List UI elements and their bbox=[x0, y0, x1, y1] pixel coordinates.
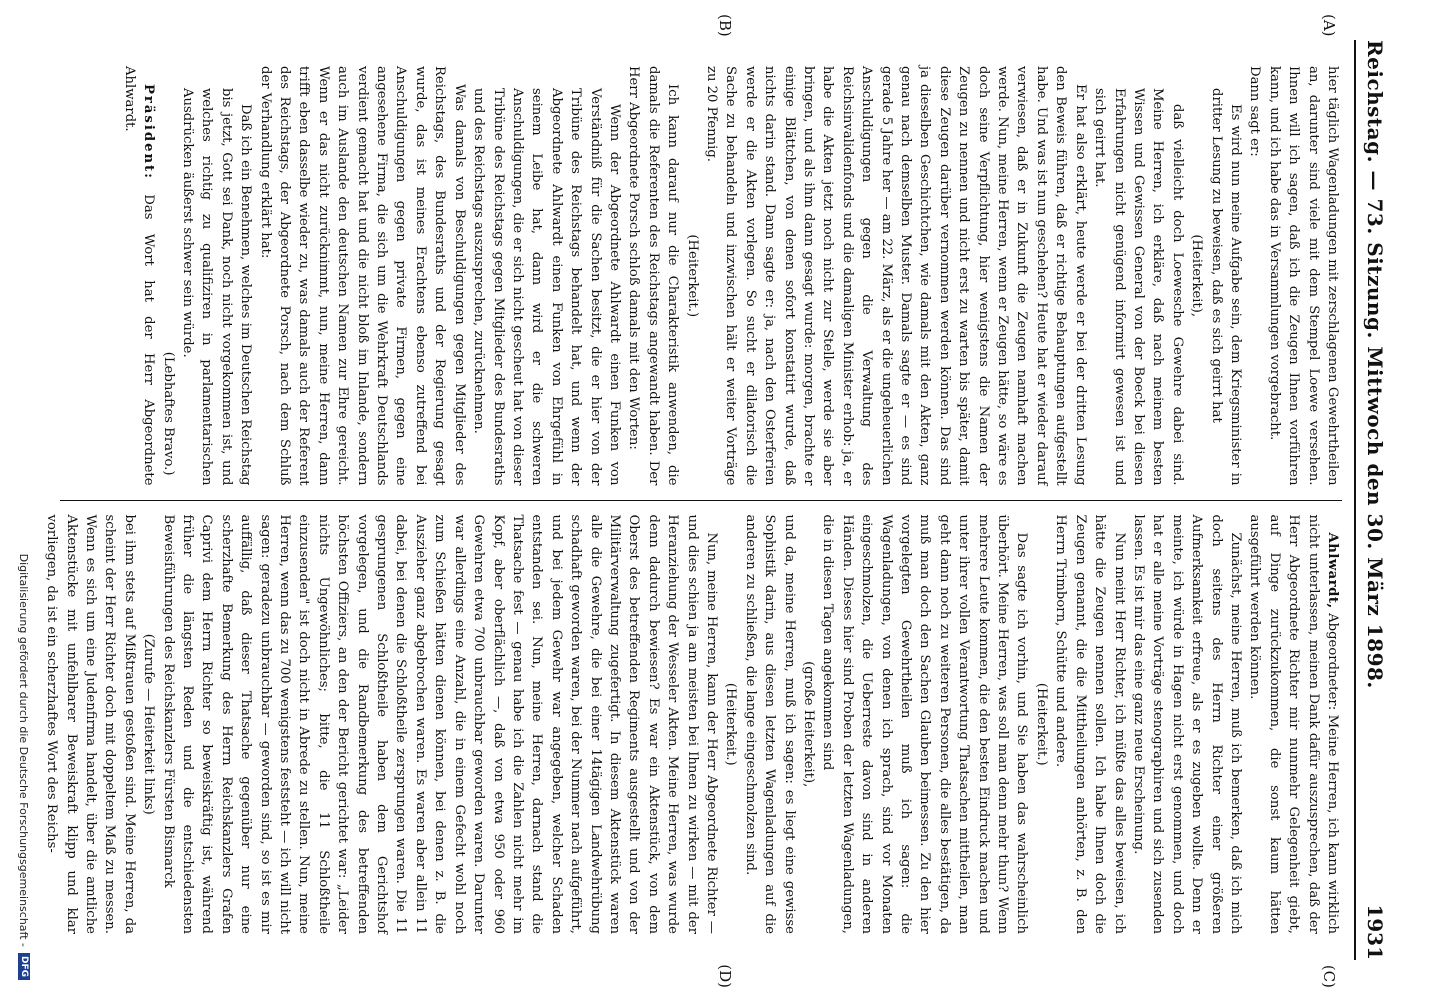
paragraph: und da, meine Herren, muß ich sagen: es liegt eine gewisse Sophistik darin, aus diesen letzten Wagenladungen auf die anderen zu schließen, die lange eingeschmolzen sind. bbox=[742, 514, 797, 934]
interjection: (große Heiterkeit), bbox=[801, 661, 817, 788]
quote: Es wird nun meine Aufgabe sein, dem Kriegsminister in dritter Lesung zu beweisen, daß es sich geirrt hat bbox=[1208, 88, 1243, 486]
quote: daß vielleicht doch Loewesche Gewehre dabei sind. Meine Herren, ich erkläre, daß nach meinem besten Wissen und Gewissen General von der Boeck bei diesen Erfahrungen nicht genügend informirt gewesen ist und sich geirrt hat. bbox=[1092, 88, 1185, 486]
speaker-name: Ahlwardt, bbox=[1325, 532, 1340, 609]
speaker-name: Präsident: bbox=[141, 84, 157, 181]
margin-marker-d: (D) bbox=[716, 964, 734, 988]
dfg-logo: DFG bbox=[18, 953, 30, 980]
digitization-note bbox=[14, 0, 34, 1000]
interjection: (Heiterkeit), bbox=[1189, 234, 1205, 318]
margin-marker-c: (C) bbox=[1320, 964, 1338, 988]
right-column bbox=[44, 501, 1342, 949]
speech-text: Abgeordneter: Meine Herren, ich kann wirklich nicht unterlassen, meinen Dank dafür auszusprechen, daß der Herr Abgeordnete Richter mir nunmehr Gelegenheit giebt, auf Dinge zurückzukommen, die sonst kaum hätten ausgeführt werden können. bbox=[1247, 514, 1340, 934]
page-title: Reichstag. — 73. Sitzung. Mittwoch den 30. März 1898. bbox=[1363, 40, 1387, 689]
speech-text: Das Wort hat der Herr Abgeordnete Ahlwardt. bbox=[121, 66, 157, 486]
paragraph: Nun, meine Herren, kann der Herr Abgeordnete Richter — und dies schien ja am meisten bei Ihnen zu wirken — mit der Heranziehung der Wesseler Akten. Meine Herren, was wurde denn dadurch bewiesen? Es war ein Aktenstück, von dem Oberst des betreffenden Regiments ausgestellt und von der Militärverwaltung zugefertigt. In diesem Aktenstück waren alle die Gewehre, die bei einer 14tägigen Landwehrübung schadhaft geworden waren, bei der Nummer nach aufgeführt, und bei jedem Gewehr war angegeben, welcher Schaden entstanden sei. Nun, meine Herren, darnach stand die Thatsache fest — genau habe ich die Zahlen nicht mehr im Kopf, aber oberflächlich —, daß von etwa 950 oder 960 Gewehren etwa 700 unbrauchbar geworden waren. Darunter war allerdings eine Anzahl, die in einem Gefecht wohl noch zum Schießen hätten dienen können, bei denen z. B. die Auszieher ganz abgebrochen waren. Es waren aber allein 11 dabei, bei denen die Schloßtheile zersprungen waren. Die 11 gesprungenen Schloßtheile haben dem Gerichtshof vorgelegen, und die Randbemerkung des betreffenden höchsten Offiziers, an den der Bericht gerichtet war: „Leider nichts Ungewöhnliches; bitte, die 11 Schloßtheile einzusenden" ist doch nicht in Abrede zu stellen. Nun, meine Herren, wenn das zu 700 wenigstens feststeht — ich will nicht sagen: geradezu unbrauchbar — geworden sind, so ist es mir auffällig, daß dieser Thatsache gegenüber nur eine scherzhafte Bemerkung des Herrn Reichskanzlers Grafen Caprivi dem Herrn Richter so beweiskräftig ist, während früher die längsten Reden und die entschiedensten Beweisführungen des Reichskanzlers Fürsten Bismarck bbox=[160, 514, 719, 934]
paragraph: hier täglich Wagenladungen mit zerschlagenen Gewehrtheilen an, darunter sind viele mit dem Stempel Loewe versehen. Ihnen will ich sagen, daß ich die Zeugen Ihnen vorführen kann, und ich habe das in Versammlungen vorgebracht. bbox=[1266, 66, 1340, 486]
text-columns bbox=[44, 52, 1342, 948]
paragraph: Nun meint Herr Richter, ich müßte das alles beweisen, ich hätte die Zeugen nennen sollen. Ich habe Ihnen doch die Zeugen genannt, die die Mittheilungen anhörten, z. B. den Herrn Trimborn, Schütte und andere. bbox=[1053, 514, 1127, 934]
paragraph: Dann sagt er: bbox=[1247, 66, 1263, 157]
speaker-paragraph bbox=[119, 66, 158, 486]
paragraph: Er hat also erklärt, heute werde er bei der dritten Lesung den Beweis führen, daß er richtige Behauptungen aufgestellt habe. Und was ist nun geschehen? Heute hat er wieder darauf verwiesen, daß er in Zukunft die Zeugen namhaft machen werde. Nun, meine Herren, wenn er Zeugen hätte, so wäre es doch seine Verpflichtung, hier wenigstens die Namen der Zeugen zu nennen und nicht erst zu warten bis später, damit diese Zeugen darüber vernommen werden können. Das sind ja dieselben Geschichtchen, wie damals mit den Akten, ganz genau nach demselben Muster. Damals sagte er — es sind gerade 5 Jahre her — am 22. März, als er die ungeheuerlichen Anschuldigungen gegen die Verwaltung des Reichsinvalidenfonds und die damaligen Minister erhob: ja, er habe die Akten jetzt noch nicht zur Stelle, werde sie aber bringen, und als ihm dann gesagt wurde: morgen, brachte er einige Blättchen, von denen sofort konstatirt wurde, daß nichts darin stand. Dann sagte er: ja, nach den Osterferien werde er die Akten vorlegen. So sucht er dilatorisch die Sache zu behandeln und inzwischen hält er weiter Vorträge zu 20 Pfennig. bbox=[704, 66, 1088, 486]
interjection: (Lebhaftes Bravo.) bbox=[160, 351, 176, 476]
paragraph: Zunächst, meine Herren, muß ich bemerken, daß ich mich doch seitens des Herrn Richter einer größeren Aufmerksamkeit erfreue, als er es zugeben wollte. Denn er meinte, ich würde in Hagen nicht erst genommen, und doch hat er alle meine Vorträge stenographiren und sich zusenden lassen. Es ist mir das eine ganz neue Erscheinung. bbox=[1130, 514, 1243, 934]
interjection: (Heiterkeit.) bbox=[1033, 682, 1049, 766]
interjection: (Heiterkeit.) bbox=[684, 234, 700, 318]
speaker-paragraph bbox=[1245, 515, 1342, 935]
paragraph: Was damals von Beschuldigungen gegen Mitglieder des Reichstags, des Bundesraths und der Regierung gesagt wurde, das ist meines Erachtens ebenso zutreffend bei Anschuldigungen gegen private Firmen, gegen eine angesehene Firma, die sich um die Wehrkraft Deutschlands verdient gemacht hat und die nicht bloß im Inlande, sondern auch im Auslande den deutschen Namen zur Ehre gereicht. Wenn er das nicht zurücknimmt, nun, meine Herren, dann trifft eben dasselbe wieder zu, was damals auch der Referent des Reichstags, der Abgeordnete Porsch, nach dem Schluß der Verhandlung erklärt hat: bbox=[257, 66, 467, 486]
quote: Wenn der Abgeordnete Ahlwardt einen Funken von Verständniß für die Sachen besitzt, die er hier von der Tribüne des Reichstags behandelt hat, und wenn der Abgeordnete Ahlwardt einen Funken von Ehrgefühl in seinem Leibe hat, dann wird er die schweren Anschuldigungen, die er sich nicht gescheut hat von dieser Tribüne des Reichstags gegen Mitglieder des Bundesraths und des Reichstags auszusprechen, zurücknehmen. bbox=[471, 88, 622, 486]
funding-note: Digitalisierung gefördert durch die Deutsche Forschungsgemeinschaft - bbox=[17, 553, 31, 947]
interjection: (Heiterkeit.) bbox=[723, 682, 739, 766]
left-column bbox=[60, 52, 1342, 501]
page-number: 1931 bbox=[1363, 904, 1387, 960]
margin-marker-a: (A) bbox=[1320, 14, 1338, 37]
quote: Daß ich ein Benehmen, welches im Deutschen Reichstag bis jetzt, Gott sei Dank, noch nicht vorgekommen ist, und welches richtig zu qualifiziren in parlamentarischen Ausdrücken äußerst schwer sein würde. bbox=[180, 88, 254, 486]
paragraph: Das sagte ich vorhin, und Sie haben das wahrscheinlich überhört. Meine Herren, was soll man denn mehr thun? Wenn mehrere Leute kommen, die den besten Eindruck machen und unter ihrer vollen Verantwortung Thatsachen mittheilen, man geht dann noch zu weiteren Personen, die alles bestätigen, da muß man doch den Sachen Glauben beimessen. Zu den hier vorgelegten Gewehrtheilen muß ich sagen: die Wagenladungen, von denen ich sprach, sind vor Monaten eingeschmolzen, die Ueberreste davon sind in anderen Händen. Dieses hier sind Proben der letzten Wagenladungen, die in diesen Tagen angekommen sind bbox=[820, 514, 1030, 934]
paragraph: Ich kann darauf nur die Charakteristik anwenden, die damals die Referenten des Reichstags angewandt haben. Der Herr Abgeordnete Porsch schloß damals mit den Worten: bbox=[626, 66, 681, 486]
page-header bbox=[1354, 40, 1394, 960]
interjection: (Zurufe — Heiterkeit links) bbox=[141, 633, 157, 815]
margin-marker-b: (B) bbox=[716, 14, 734, 37]
paragraph: bei ihm stets auf Mißtrauen gestoßen sind. Meine Herren, da scheint der Herr Richter doch mit doppeltem Maß zu messen. Wenn es sich um eine Judenfirma handelt, über die amtliche Aktenstücke mit unfehlbarer Beweiskraft klipp und klar vorliegen, da ist ein scherzhaftes Wort des Reichs- bbox=[44, 514, 137, 934]
